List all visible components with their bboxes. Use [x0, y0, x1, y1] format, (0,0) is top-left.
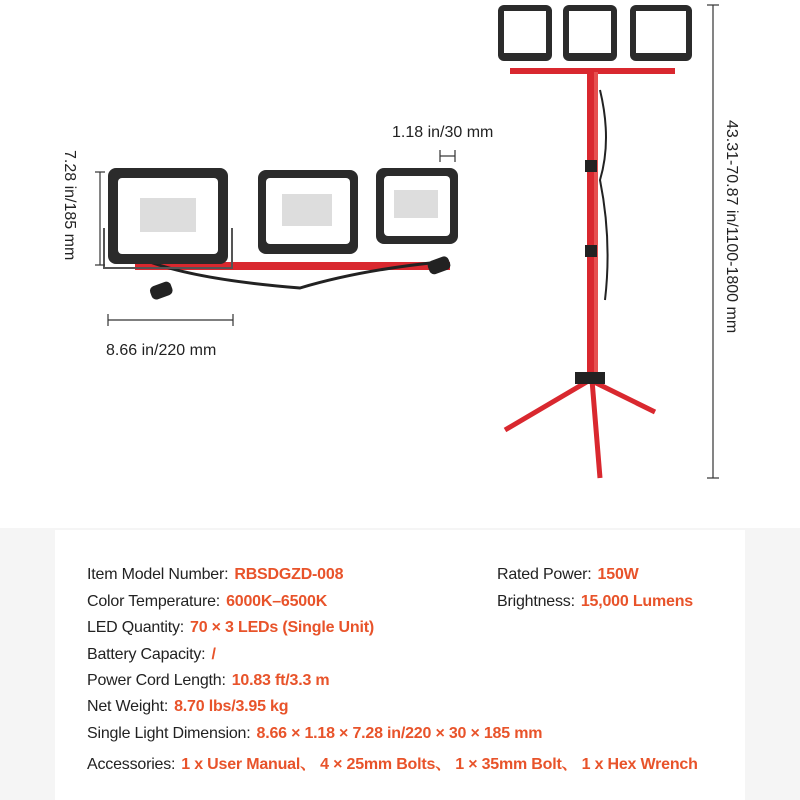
- spec-row: Rated Power: 150W: [497, 566, 639, 583]
- spec-row: LED Quantity: 70 × 3 LEDs (Single Unit): [87, 619, 374, 636]
- depth-dimension-label: 1.18 in/30 mm: [392, 124, 494, 141]
- tripod-stand: [498, 5, 692, 478]
- floodlight: [104, 168, 232, 268]
- spec-row: Item Model Number: RBSDGZD-008: [87, 566, 344, 583]
- spec-row: Net Weight: 8.70 lbs/3.95 kg: [87, 698, 289, 715]
- width-dimension-label: 8.66 in/220 mm: [106, 342, 217, 359]
- floodlight: [258, 170, 358, 254]
- light-bar-assembly: [104, 168, 458, 301]
- spec-row: Brightness: 15,000 Lumens: [497, 593, 693, 610]
- spec-row: Battery Capacity: /: [87, 646, 216, 663]
- spec-row: Single Light Dimension: 8.66 × 1.18 × 7.28 in/220 × 30 × 185 mm: [87, 725, 543, 742]
- spec-row: Color Temperature: 6000K–6500K: [87, 593, 328, 610]
- height-dimension-label: 7.28 in/185 mm: [61, 150, 78, 261]
- stand-height-dimension-label: 43.31-70.87 in/1100-1800 mm: [723, 120, 740, 334]
- floodlight: [376, 168, 458, 244]
- spec-row: Accessories: 1 x User Manual、 4 × 25mm Bolts、 1 × 35mm Bolt、 1 x Hex Wrench: [87, 756, 698, 773]
- spec-row: Power Cord Length: 10.83 ft/3.3 m: [87, 672, 330, 689]
